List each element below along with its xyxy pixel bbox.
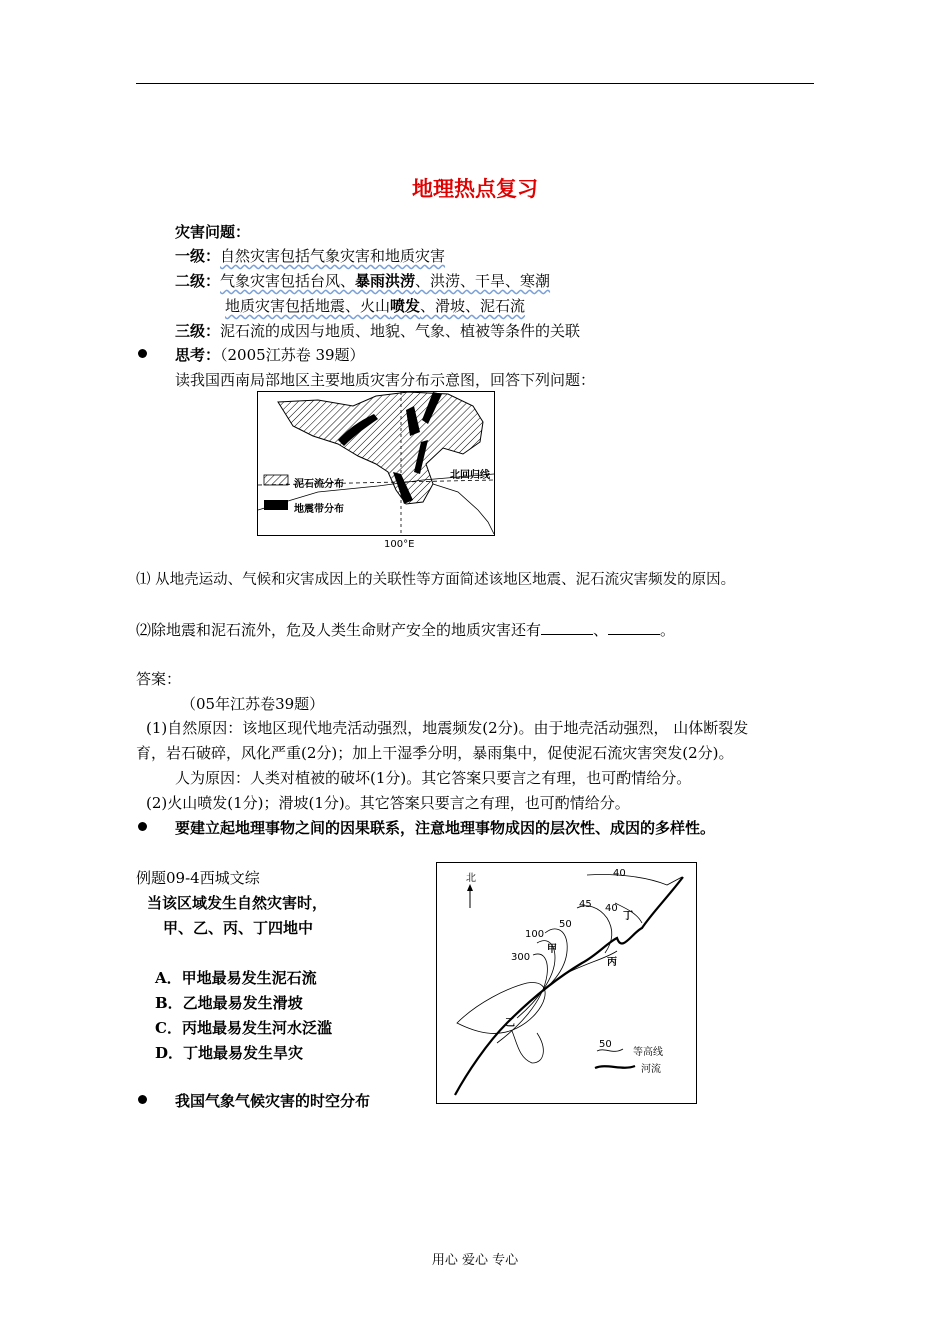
level2-label: 二级： [175,272,221,290]
level2-line2-bold: 喷发 [390,297,421,315]
header-rule [136,83,814,84]
legend-quake-swatch [264,500,288,510]
option-c: C．丙地最易发生河水泛滥 [155,1019,332,1037]
place-jia: 甲 [547,944,557,955]
principle-text: 要建立起地理事物之间的因果联系，注意地理事物成因的层次性、成因的多样性。 [175,819,716,837]
example-source: 例题09-4西城文综 [136,869,260,887]
contour-300 [497,954,547,1043]
option-b: B．乙地最易发生滑坡 [155,994,303,1012]
bullet-icon [138,1095,147,1104]
level1-text: 自然灾害包括气象灾害和地质灾害 [220,247,446,265]
north-arrowhead-icon [467,884,473,891]
question-intro: 读我国西南局部地区主要地质灾害分布示意图，回答下列问题： [175,371,596,389]
legend-debris-label: 泥石流分布 [294,479,344,490]
legend-debris-swatch [264,475,288,485]
level3-text: 泥石流的成因与地质、地貌、气象、植被等条件的关联 [220,322,581,340]
answer-label: 答案： [136,670,182,688]
answer-blank-1[interactable] [541,620,593,635]
answer-1-line-2: 育，岩石破碎，风化严重(2分)；加上干湿季分明，暴雨集中，促使泥石流灾害突发(2分)。 [136,744,734,762]
bullet-icon [138,822,147,831]
think-source: （2005江苏卷 39题） [220,346,365,364]
north-label: 北 [466,873,476,884]
contour-loop [457,983,545,1034]
next-section-heading: 我国气象气候灾害的时空分布 [175,1092,371,1110]
legend-river-label: 河流 [641,1064,661,1075]
think-label: 思考： [175,346,221,364]
meridian-label: 100°E [384,539,415,550]
legend-contour-value: 50 [599,1039,612,1050]
contour-label-40b: 40 [605,903,618,914]
page-footer: 用心 爱心 专心 [431,1253,519,1268]
question-1: ⑴ 从地壳运动、气候和灾害成因上的关联性等方面简述该地区地震、泥石流灾害频发的原因。 [136,572,736,588]
legend-river-swatch [595,1066,635,1068]
boundary-line-2 [433,484,494,534]
level1-label: 一级： [175,247,221,265]
level3-line [175,320,580,341]
question-2-text: ⑵除地震和泥石流外，危及人类生命财产安全的地质灾害还有 [136,621,542,639]
example-stem-2: 甲、乙、丙、丁四地中 [163,919,314,937]
level2-line [175,270,550,291]
place-yi: 乙 [505,1018,515,1029]
answer-1-line-1: (1)自然原因：该地区现代地壳活动强烈，地震频发(2分)。由于地壳活动强烈， 山体断裂发 [146,719,749,737]
topic-heading: 灾害问题： [175,223,251,241]
contour-label-45: 45 [579,899,592,910]
answer-blank-2[interactable] [608,620,660,635]
level2-text-a: 气象灾害包括台风、 [220,272,356,290]
place-bing: 丙 [607,957,617,968]
page-title: 地理热点复习 [412,176,538,201]
level3-label: 三级： [175,322,221,340]
legend-quake-label: 地震带分布 [294,504,344,515]
place-ding: 丁 [623,911,633,922]
contour-label-50: 50 [559,919,572,930]
level2-text-b: 、洪涝、干旱、寒潮 [415,272,551,290]
legend-contour-label: 等高线 [633,1047,663,1058]
level2-line2-a: 地质灾害包括地震、火山 [225,297,391,315]
contour-map [436,862,697,1104]
contour-loop-2 [512,1031,543,1063]
answer-1-line-3: 人为原因：人类对植被的破坏(1分)。其它答案只要言之有理，也可酌情给分。 [175,769,692,787]
level1-line [175,245,445,266]
level2-line2-b: 、滑坡、泥石流 [420,297,526,315]
contour-40a [587,874,682,885]
contour-label-40a: 40 [613,868,626,879]
tropic-label: 北回归线 [450,470,490,481]
contour-label-100: 100 [525,929,545,940]
question-2-end: 。 [660,621,676,639]
answer-2: (2)火山喷发(1分)；滑坡(1分)。其它答案只要言之有理，也可酌情给分。 [146,794,630,812]
option-d: D．丁地最易发生旱灾 [155,1044,304,1062]
question-2-sep: 、 [593,621,609,639]
example-stem-1: 当该区域发生自然灾害时， [147,894,328,912]
bullet-icon [138,349,147,358]
level2-line2 [225,295,525,316]
answer-source: （05年江苏卷39题） [181,695,325,713]
level2-text-bold: 暴雨洪涝 [355,272,416,290]
disaster-map [257,391,495,536]
contour-label-300: 300 [511,952,531,963]
think-line [175,344,365,365]
question-2 [136,619,675,640]
option-a: A．甲地最易发生泥石流 [155,969,317,987]
